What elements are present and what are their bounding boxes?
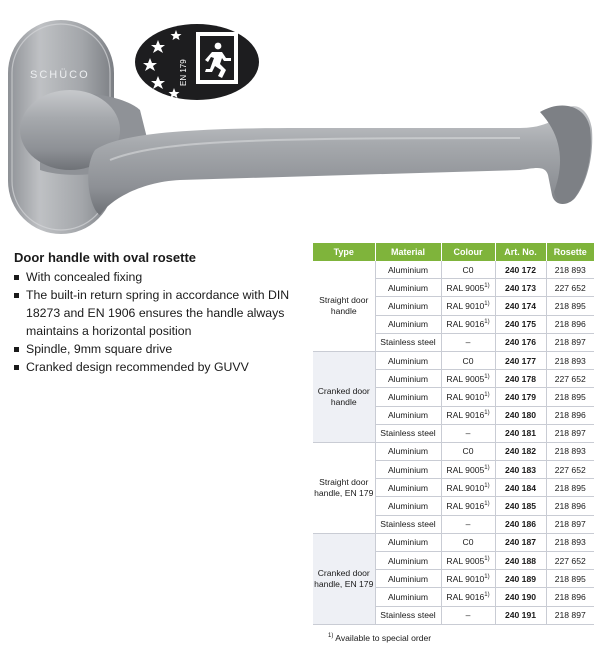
cell-rosette-text: 227 652 <box>554 555 586 566</box>
cell-rosette <box>546 606 594 624</box>
door-handle-image <box>8 20 592 234</box>
cell-art-no <box>495 588 546 606</box>
cell-colour-text: RAL 9010 <box>446 573 485 584</box>
emergency-exit-badge <box>135 24 259 100</box>
brand-logo: SCHÜCO <box>30 69 90 81</box>
cell-art-no-text: 240 174 <box>504 300 537 311</box>
cell-material-text: Stainless steel <box>380 610 436 621</box>
spec-table <box>313 243 594 625</box>
cell-art-no-text: 240 181 <box>504 428 537 439</box>
cell-colour-text: RAL 9016 <box>446 319 485 330</box>
cell-material <box>375 515 441 533</box>
cell-rosette <box>546 442 594 460</box>
cell-colour-footnote: 1) <box>484 282 490 289</box>
cell-colour-text: C0 <box>462 355 474 366</box>
cell-art-no-text: 240 186 <box>504 519 537 530</box>
cell-colour-footnote: 1) <box>484 301 490 308</box>
cell-art-no-text: 240 173 <box>504 282 537 293</box>
cell-rosette-text: 218 895 <box>554 391 586 402</box>
cell-rosette-text: 218 896 <box>554 501 586 512</box>
feature-item: Spindle, 9mm square drive <box>12 340 302 358</box>
cell-rosette <box>546 261 594 279</box>
cell-art-no <box>495 552 546 570</box>
cell-rosette <box>546 351 594 369</box>
table-row <box>313 261 594 279</box>
cell-colour-text: – <box>465 610 471 621</box>
cell-rosette <box>546 588 594 606</box>
cell-colour-text: RAL 9005 <box>446 464 485 475</box>
cell-type: Cranked door handle, EN 179 <box>313 533 375 624</box>
cell-rosette <box>546 424 594 442</box>
cell-rosette <box>546 333 594 351</box>
cell-rosette-text: 218 897 <box>554 519 586 530</box>
cell-colour <box>441 297 495 315</box>
cell-art-no <box>495 424 546 442</box>
cell-art-no <box>495 533 546 551</box>
cell-material-text: Stainless steel <box>380 428 436 439</box>
cell-rosette-text: 218 893 <box>554 264 586 275</box>
cell-colour-text: RAL 9016 <box>446 410 485 421</box>
cell-material <box>375 261 441 279</box>
cell-rosette <box>546 570 594 588</box>
cell-rosette <box>546 315 594 333</box>
cell-colour-footnote: 1) <box>484 501 490 508</box>
cell-art-no-text: 240 188 <box>504 555 537 566</box>
cell-art-no-text: 240 177 <box>504 355 537 366</box>
cell-colour-text: C0 <box>462 264 474 275</box>
cell-colour <box>441 351 495 369</box>
cell-colour <box>441 442 495 460</box>
cell-colour <box>441 424 495 442</box>
cell-type: Straight door handle <box>313 261 375 351</box>
cell-rosette-text: 218 895 <box>554 573 586 584</box>
cell-colour <box>441 588 495 606</box>
table-row <box>313 351 594 369</box>
cell-rosette-text: 227 652 <box>554 373 586 384</box>
cell-rosette <box>546 370 594 388</box>
cell-art-no <box>495 570 546 588</box>
cell-colour-text: – <box>465 519 471 530</box>
cell-colour-footnote: 1) <box>484 464 490 471</box>
cell-material-text: Aluminium <box>387 446 429 457</box>
cell-rosette-text: 227 652 <box>554 464 586 475</box>
cell-material <box>375 442 441 460</box>
cell-colour-text: C0 <box>462 537 474 548</box>
cell-art-no <box>495 388 546 406</box>
cell-material-text: Aluminium <box>387 264 429 275</box>
header-material: Material <box>375 243 441 261</box>
cell-material <box>375 606 441 624</box>
cell-art-no-text: 240 187 <box>504 537 537 548</box>
table-header-row <box>313 243 594 261</box>
product-title: Door handle with oval rosette <box>14 250 197 265</box>
cell-rosette-text: 218 893 <box>554 537 586 548</box>
cell-colour <box>441 461 495 479</box>
cell-colour <box>441 606 495 624</box>
cell-colour-text: RAL 9005 <box>446 373 485 384</box>
cell-material-text: Aluminium <box>387 464 429 475</box>
cell-colour-footnote: 1) <box>484 319 490 326</box>
cell-rosette <box>546 297 594 315</box>
cell-art-no <box>495 497 546 515</box>
cell-rosette <box>546 533 594 551</box>
cell-material <box>375 570 441 588</box>
cell-colour <box>441 279 495 297</box>
cell-colour-text: RAL 9010 <box>446 391 485 402</box>
cell-colour-footnote: 1) <box>484 410 490 417</box>
cell-colour <box>441 552 495 570</box>
cell-colour <box>441 315 495 333</box>
footnote <box>328 633 431 643</box>
cell-art-no-text: 240 178 <box>504 373 537 384</box>
cell-art-no <box>495 261 546 279</box>
cell-colour-text: C0 <box>462 446 474 457</box>
cell-colour <box>441 515 495 533</box>
cell-art-no <box>495 461 546 479</box>
cell-colour <box>441 333 495 351</box>
spec-table-body <box>313 261 594 624</box>
cell-material-text: Aluminium <box>387 319 429 330</box>
cell-art-no-text: 240 191 <box>504 610 537 621</box>
cell-art-no-text: 240 180 <box>504 410 537 421</box>
cell-material <box>375 461 441 479</box>
cell-material-text: Aluminium <box>387 573 429 584</box>
cell-art-no <box>495 279 546 297</box>
cell-art-no <box>495 297 546 315</box>
cell-material <box>375 370 441 388</box>
cell-material-text: Aluminium <box>387 501 429 512</box>
cell-colour-text: RAL 9010 <box>446 482 485 493</box>
cell-art-no-text: 240 176 <box>504 337 537 348</box>
cell-colour-text: RAL 9005 <box>446 282 485 293</box>
cell-material <box>375 533 441 551</box>
footnote-text: Available to special order <box>335 633 432 643</box>
cell-rosette <box>546 279 594 297</box>
cell-rosette-text: 218 895 <box>554 300 586 311</box>
feature-item: With concealed fixing <box>12 268 302 286</box>
cell-material-text: Aluminium <box>387 482 429 493</box>
cell-colour-text: RAL 9016 <box>446 591 485 602</box>
cell-material-text: Aluminium <box>387 355 429 366</box>
cell-material <box>375 388 441 406</box>
cell-colour <box>441 370 495 388</box>
cell-art-no <box>495 351 546 369</box>
cell-art-no <box>495 606 546 624</box>
cell-colour-footnote: 1) <box>484 373 490 380</box>
cell-material-text: Aluminium <box>387 391 429 402</box>
cell-art-no-text: 240 190 <box>504 591 537 602</box>
cell-colour-footnote: 1) <box>484 555 490 562</box>
product-hero-image <box>0 0 600 240</box>
cell-material <box>375 552 441 570</box>
cell-colour-footnote: 1) <box>484 482 490 489</box>
header-art-no: Art. No. <box>495 243 546 261</box>
cell-colour <box>441 533 495 551</box>
cell-rosette-text: 218 897 <box>554 610 586 621</box>
cell-rosette-text: 218 893 <box>554 355 586 366</box>
cell-rosette-text: 218 896 <box>554 319 586 330</box>
cell-art-no-text: 240 172 <box>504 264 537 275</box>
cell-material <box>375 406 441 424</box>
cell-material <box>375 315 441 333</box>
cell-rosette <box>546 406 594 424</box>
cell-art-no-text: 240 175 <box>504 319 537 330</box>
header-type: Type <box>313 243 375 261</box>
cell-art-no <box>495 479 546 497</box>
cell-rosette-text: 218 893 <box>554 446 586 457</box>
table-row <box>313 533 594 551</box>
footnote-marker: 1) <box>328 633 334 640</box>
cell-material <box>375 333 441 351</box>
cell-rosette-text: 218 896 <box>554 410 586 421</box>
cell-material-text: Stainless steel <box>380 337 436 348</box>
cell-rosette <box>546 552 594 570</box>
cell-colour <box>441 406 495 424</box>
cell-material-text: Aluminium <box>387 537 429 548</box>
cell-art-no-text: 240 184 <box>504 482 537 493</box>
cell-material-text: Stainless steel <box>380 519 436 530</box>
cell-material <box>375 497 441 515</box>
cell-rosette-text: 218 896 <box>554 591 586 602</box>
cell-rosette <box>546 515 594 533</box>
cell-colour-text: RAL 9016 <box>446 501 485 512</box>
cell-colour-text: RAL 9010 <box>446 300 485 311</box>
badge-label: EN 179 <box>179 59 188 86</box>
cell-material <box>375 479 441 497</box>
cell-rosette <box>546 388 594 406</box>
cell-material <box>375 588 441 606</box>
cell-art-no <box>495 442 546 460</box>
cell-art-no-text: 240 183 <box>504 464 537 475</box>
cell-material-text: Aluminium <box>387 300 429 311</box>
cell-rosette-text: 218 897 <box>554 428 586 439</box>
cell-rosette <box>546 479 594 497</box>
cell-colour <box>441 261 495 279</box>
cell-art-no <box>495 370 546 388</box>
cell-art-no-text: 240 179 <box>504 391 537 402</box>
cell-art-no <box>495 333 546 351</box>
cell-art-no <box>495 406 546 424</box>
cell-art-no <box>495 515 546 533</box>
feature-item: The built-in return spring in accordance with DIN 18273 and EN 1906 ensures the handle always maintains a horizontal position <box>12 286 302 340</box>
cell-material <box>375 351 441 369</box>
feature-list <box>12 268 302 376</box>
cell-colour-text: – <box>465 428 471 439</box>
header-rosette: Rosette <box>546 243 594 261</box>
cell-colour <box>441 497 495 515</box>
header-colour: Colour <box>441 243 495 261</box>
cell-art-no <box>495 315 546 333</box>
cell-colour-footnote: 1) <box>484 573 490 580</box>
cell-material-text: Aluminium <box>387 410 429 421</box>
cell-material-text: Aluminium <box>387 282 429 293</box>
cell-colour-text: RAL 9005 <box>446 555 485 566</box>
cell-colour-footnote: 1) <box>484 392 490 399</box>
cell-rosette <box>546 461 594 479</box>
cell-colour <box>441 479 495 497</box>
cell-rosette <box>546 497 594 515</box>
cell-colour <box>441 388 495 406</box>
feature-item: Cranked design recommended by GUVV <box>12 358 302 376</box>
cell-material-text: Aluminium <box>387 555 429 566</box>
cell-material-text: Aluminium <box>387 591 429 602</box>
cell-material <box>375 279 441 297</box>
cell-colour <box>441 570 495 588</box>
cell-art-no-text: 240 189 <box>504 573 537 584</box>
cell-rosette-text: 218 897 <box>554 337 586 348</box>
cell-colour-footnote: 1) <box>484 592 490 599</box>
cell-rosette-text: 218 895 <box>554 482 586 493</box>
table-row <box>313 442 594 460</box>
cell-art-no-text: 240 185 <box>504 501 537 512</box>
cell-type: Cranked door handle <box>313 351 375 442</box>
cell-type: Straight door handle, EN 179 <box>313 442 375 533</box>
cell-material-text: Aluminium <box>387 373 429 384</box>
cell-material <box>375 297 441 315</box>
cell-colour-text: – <box>465 337 471 348</box>
cell-art-no-text: 240 182 <box>504 446 537 457</box>
cell-material <box>375 424 441 442</box>
cell-rosette-text: 227 652 <box>554 282 586 293</box>
